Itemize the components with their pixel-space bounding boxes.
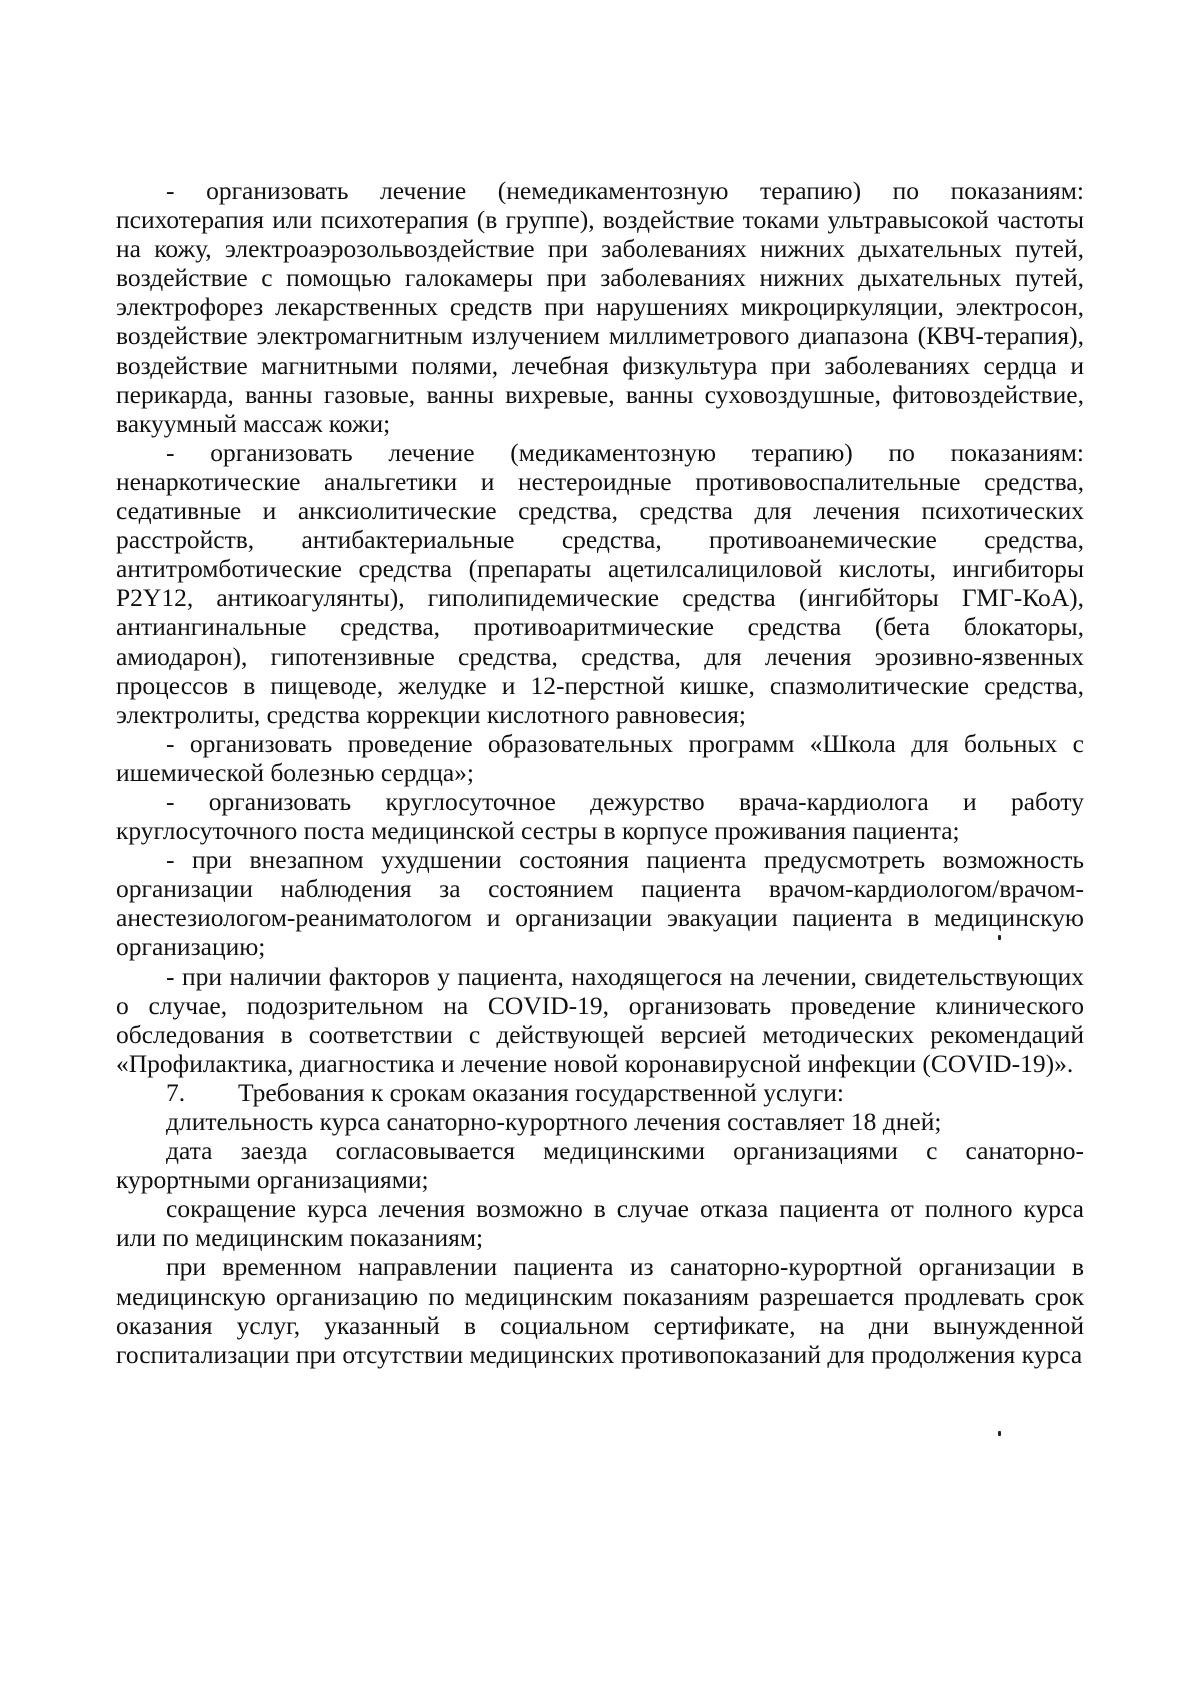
paragraph-drug-therapy: - организовать лечение (медикаментозную терапию) по показаниям: ненаркотические анальгетики и нестероидные противовоспалительные средства, седативные и анксиолитические средства, средства для лечения психотических расстройств, антибактериальные средства, противоанемические средства, антитромботические средства (препараты ацетилсалициловой кислоты, ингибиторы P2Y12, антикоагулянты), гиполипидемические средства (ингибйторы ГМГ-КоА), антиангинальные средства, противоаритмические средства (бета блокаторы, амиодарон), гипотензивные средства, средства, для лечения эрозивно-язвенных процессов в пищеводе, желудке и 12-перстной кишке, спазмолитические средства, электролиты, средства коррекции кислотного равновесия; <box>116 437 1084 729</box>
paragraph-education-programs: - организовать проведение образовательных программ «Школа для больных с ишемической болезнью сердца»; <box>116 728 1084 787</box>
scan-speck <box>998 935 1001 940</box>
paragraph-course-reduction: сокращение курса лечения возможно в случае отказа пациента от полного курса или по медицинским показаниям; <box>116 1194 1084 1253</box>
document-body <box>116 176 1084 1369</box>
paragraph-term-extension: при временном направлении пациента из санаторно-курортной организации в медицинскую организацию по медицинским показаниям разрешается продлевать срок оказания услуг, указанный в социальном сертификате, на дни вынужденной госпитализации при отсутствии медицинских противопоказаний для продолжения курса <box>116 1252 1084 1369</box>
paragraph-covid-examination: - при наличии факторов у пациента, находящегося на лечении, свидетельствующих о случае, подозрительном на COVID-19, организовать проведение клинического обследования в соответствии с действующей версией методических рекомендаций «Профилактика, диагностика и лечение новой коронавирусной инфекции (COVID-19)». <box>116 961 1084 1078</box>
section-title: Требования к срокам оказания государственной услуги: <box>238 1077 844 1107</box>
section-number: 7. <box>166 1077 186 1107</box>
scan-speck <box>998 1431 1001 1436</box>
section-heading <box>116 1078 1084 1107</box>
paragraph-arrival-date: дата заезда согласовывается медицинскими организациями с санаторно-курортными организациями; <box>116 1136 1084 1195</box>
paragraph-cardiologist-duty: - организовать круглосуточное дежурство врача-кардиолога и работу круглосуточного поста медицинской сестры в корпусе проживания пациента; <box>116 786 1084 846</box>
paragraph-non-drug-therapy: - организовать лечение (немедикаментозную терапию) по показаниям: психотерапия или психотерапия (в группе), воздействие токами ультравысокой частоты на кожу, электроаэрозольвоздействие при заболеваниях нижних дыхательных путей, воздействие с помощью галокамеры при заболеваниях нижних дыхательных путей, электрофорез лекарственных средств при нарушениях микроциркуляции, электросон, воздействие электромагнитным излучением миллиметрового диапазона (КВЧ-терапия), воздействие магнитными полями, лечебная физкультура при заболеваниях сердца и перикарда, ванны газовые, ванны вихревые, ванны суховоздушные, фитовоздействие, вакуумный массаж кожи; <box>116 176 1084 438</box>
paragraph-course-duration: длительность курса санаторно-курортного лечения составляет 18 дней; <box>166 1107 942 1136</box>
paragraph-deterioration-evacuation: - при внезапном ухудшении состояния пациента предусмотреть возможность организации наблюдения за состоянием пациента врачом-кардиологом/врачом-анестезиологом-реаниматологом и организации эвакуации пациента в медицинскую организацию; <box>116 845 1084 962</box>
